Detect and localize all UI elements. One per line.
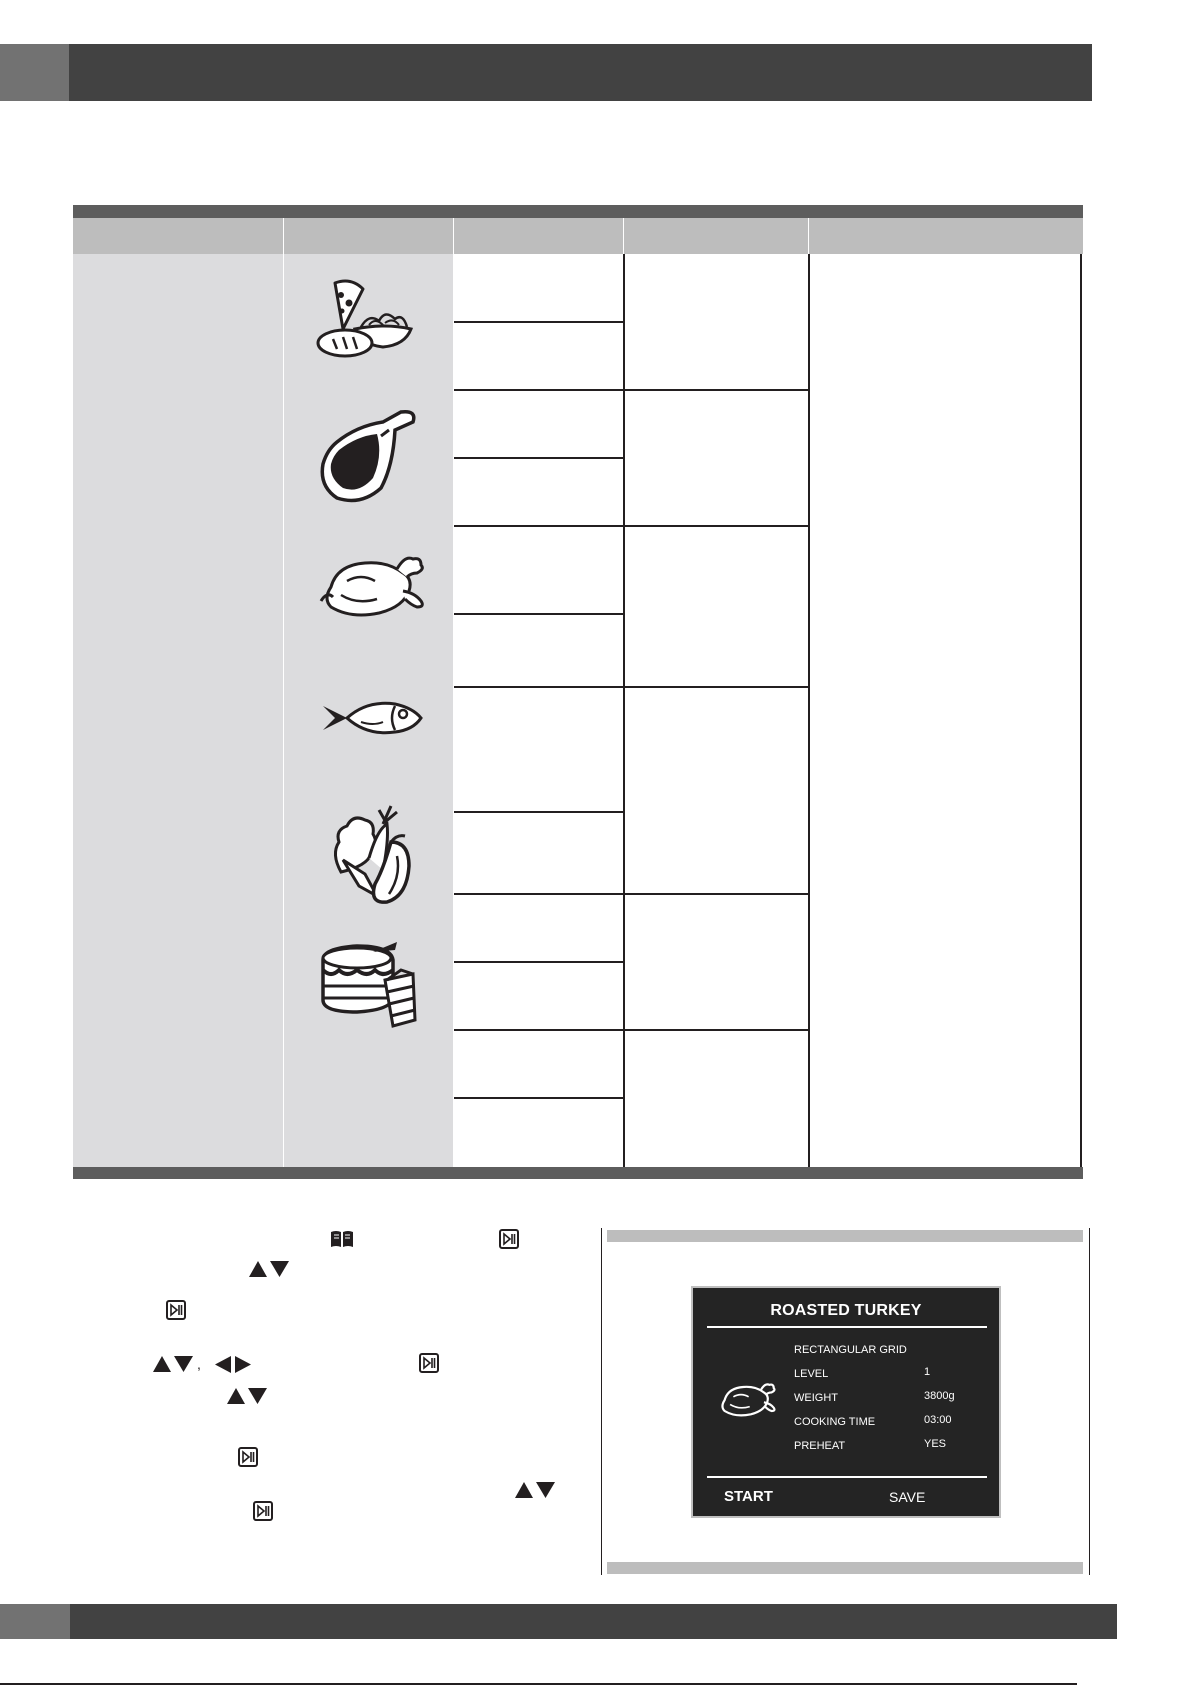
chicken-icon <box>317 551 427 619</box>
table-header-row <box>73 218 1083 254</box>
display-label-preheat: PREHEAT <box>794 1440 846 1452</box>
play-pause-icon <box>419 1353 439 1373</box>
display-label-cooking-time: COOKING TIME <box>794 1416 876 1428</box>
table-cell <box>454 962 623 1030</box>
table-cell <box>624 894 808 1030</box>
table-cell <box>454 458 623 526</box>
save-button[interactable]: SAVE <box>889 1489 926 1505</box>
table-cell <box>454 614 623 687</box>
table-cell <box>624 526 808 687</box>
display-label-weight: WEIGHT <box>794 1392 838 1404</box>
pizza-bread-pasta-icon <box>313 279 425 359</box>
header-tab <box>0 44 69 101</box>
steak-icon <box>317 406 423 506</box>
display-label-level: LEVEL <box>794 1368 829 1380</box>
table-cell <box>454 526 623 614</box>
page-footer-bar <box>0 1604 1117 1639</box>
up-down-arrows-icon <box>226 1387 268 1405</box>
table-cell <box>454 894 623 962</box>
display-title: ROASTED TURKEY <box>770 1302 922 1319</box>
up-down-arrows-icon <box>248 1260 290 1278</box>
display-divider <box>707 1326 987 1328</box>
table-cell <box>624 687 808 894</box>
vegetables-icon <box>317 800 421 906</box>
play-pause-icon <box>499 1229 519 1249</box>
table-cell <box>454 390 623 458</box>
footer-tab <box>0 1604 70 1639</box>
table-cell <box>454 254 623 322</box>
separator-comma: , <box>197 1356 201 1372</box>
table-cell-notes <box>809 254 1082 1167</box>
chicken-icon <box>717 1380 777 1418</box>
table-cell <box>454 687 623 812</box>
table-cell <box>454 322 623 390</box>
table-cell <box>624 390 808 526</box>
display-value-level: 1 <box>924 1366 931 1378</box>
display-value-cooking-time: 03:00 <box>924 1414 952 1426</box>
table-cell <box>454 1030 623 1098</box>
table-cell <box>454 1098 623 1167</box>
oven-display-screen <box>691 1286 1001 1518</box>
fish-icon <box>317 698 427 738</box>
table-cell <box>454 812 623 894</box>
table-column-category <box>73 254 283 1167</box>
table-top-band <box>73 205 1083 218</box>
up-down-arrows-icon <box>152 1355 194 1373</box>
recipe-table <box>73 205 1083 1179</box>
cake-icon <box>317 940 421 1030</box>
table-body <box>73 254 1083 1167</box>
play-pause-icon <box>166 1300 186 1320</box>
panel-frame <box>601 1228 602 1575</box>
table-bottom-band <box>73 1167 1083 1179</box>
play-pause-icon <box>253 1501 273 1521</box>
page-header-bar <box>0 44 1092 101</box>
display-value-weight: 3800g <box>924 1390 955 1402</box>
panel-bottom-band <box>607 1562 1083 1574</box>
up-down-arrows-icon <box>514 1481 556 1499</box>
display-value-preheat: YES <box>924 1438 947 1450</box>
book-icon <box>330 1229 354 1249</box>
panel-top-band <box>607 1230 1083 1242</box>
left-right-arrows-icon <box>213 1355 253 1374</box>
play-pause-icon <box>238 1447 258 1467</box>
panel-frame <box>1089 1228 1090 1575</box>
table-cell <box>624 254 808 390</box>
display-label-accessory: RECTANGULAR GRID <box>794 1344 907 1356</box>
table-cell <box>624 1030 808 1167</box>
display-divider <box>707 1476 987 1478</box>
start-button[interactable]: START <box>724 1488 773 1505</box>
